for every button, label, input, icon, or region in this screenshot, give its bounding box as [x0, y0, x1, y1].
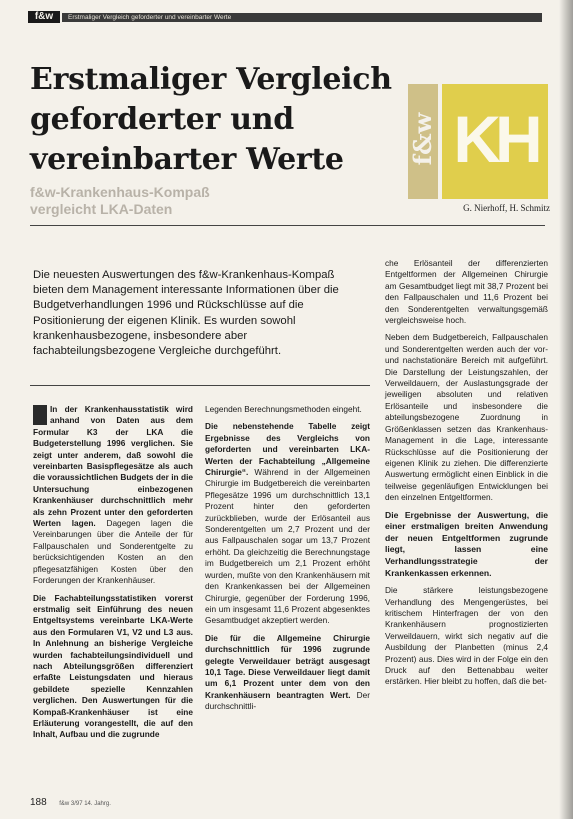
paragraph	[205, 633, 370, 713]
paragraph	[205, 421, 370, 626]
title-divider	[30, 225, 545, 226]
magazine-issue: f&w 3/97 14. Jahrg.	[59, 801, 111, 807]
bold-run: Die Fachabteilungsstatistiken vorerst erstmalig seit Einführung des neuen Entgeltsystems vereinbarte LKA-Werte aus den Formularen V1, V2 und L3 aus. In Anlehnung an bisherige Vergleiche wurden fachabteilungsindividuell und nach Abteilungsgrößen differenziert erfaßte Leistungsdaten und hieraus gebildete spezielle Kennzahlen verglichen. Den Auswertungen für die Kompaß-Krankenhäuser ist eine Erläuterung vorangestellt, die auf den Inhalt, Aufbau und die zugrunde	[33, 592, 193, 740]
text-column-1	[33, 404, 193, 747]
authors: G. Nierhoff, H. Schmitz	[463, 203, 550, 213]
text-run: Dagegen lagen die Vereinbarungen über die Anteile der für Fallpauschalen und Sonderentgelte zu berücksichtigenden Kosten an den pflegesatzfähigen Kosten über den Forderungen der Krankenhäuser.	[33, 518, 194, 586]
title-line: Erstmaliger Vergleich	[30, 62, 392, 97]
logo-fw-text: f&w	[408, 112, 437, 166]
subtitle-line: f&w-Krankenhaus-Kompaß	[30, 184, 210, 200]
drop-cap	[33, 405, 47, 425]
text-column-2	[205, 404, 370, 719]
page-footer	[30, 797, 111, 808]
fw-kh-logo	[408, 84, 548, 199]
paragraph: Neben dem Budgetbereich, Fallpauschalen und Sonderentgelten werden auch der vor- und nachstationäre Bereich mit aufgeführt. Die Darstellung der Leistungszahlen, der Verweildauern, der Auslastungsgrade der jeweiligen absoluten und relativen Erlösanteile und insbesondere die abteilungsbezogene Zuordnung in Größenklassen setzen das Krankenhaus-Management in die Lage, interessante Rückschlüsse auf die Positionierung der eigenen Klinik zu ziehen. Die differenzierte Auswertung ermöglicht einen Einblick in die teilweise gegenläufigen Entwicklungen bei den einzelnen Entgeltformen.	[385, 332, 548, 503]
article-title	[30, 60, 390, 180]
text-run: Während in der Allgemeinen Chirurgie im Budgetbereich die vereinbarten Pflegesätze 1996 um durchschnittlich 13,1 Prozent hinter den geforderten zurückblieben, wurde der Erlösanteil aus Sonderentgelten um 2,7 Prozent und der aus Fallpauschalen sogar um 13,7 Prozent erhöht. Da gleichzeitig die Berechnungstage im Budgetbereich um 2,1 Prozent erhöht wurden, mußte von den Krankenhäusern mit den Krankenkassen bei der Allgemeinen Chirurgie, gegenüber der Forderung 1996, ein um insgesamt 11,6 Prozent abgesenktes Gesamtbudget akzeptiert werden.	[205, 467, 370, 626]
text-run: Der durchschnittli-	[205, 689, 370, 712]
bold-run: Die für die Allgemeine Chirurgie durchschnittlich für 1996 zugrunde gelegte Verweildauer beträgt ausgesagt 10,1 Tage. Diese Verweildauer liegt damit um 6,1 Prozent unter dem von den Krankenhäusern beantragten Wert.	[205, 632, 370, 700]
title-line: vereinbarter Werte	[30, 142, 344, 177]
pull-quote: Die Ergebnisse der Auswertung, die einer erstmaligen breiten Anwendung der neuen Entgeltformen zugrunde liegt, lassen eine Verhandlungsstrategie der Krankenkassen erkennen.	[385, 509, 548, 578]
bold-run: Die nebenstehende Tabelle zeigt Ergebnisse des Vergleichs von geforderten und vereinbarten LKA-Werten der Fachabteilung „Allgemeine Chirurgie“.	[205, 421, 370, 478]
page-edge-shadow	[559, 0, 573, 819]
title-line: geforderter und	[30, 102, 294, 137]
page-number: 188	[30, 797, 47, 808]
paragraph	[33, 593, 193, 741]
text-column-3	[385, 258, 548, 694]
subtitle-line: vergleicht LKA-Daten	[30, 201, 173, 217]
lead-divider	[30, 385, 370, 386]
header-bar: Erstmaliger Vergleich geforderter und vereinbarter Werte	[62, 13, 542, 22]
paragraph	[33, 404, 193, 587]
paragraph: che Erlösanteil der differenzierten Entgeltformen der Allgemeinen Chirurgie am Gesamtbudget liegt mit 38,7 Prozent bei den Fallpauschalen und 11,6 Prozent bei den Sonderentgelten verwaltungsgemäß vergleichsweise hoch.	[385, 258, 548, 326]
logo-kh-panel	[442, 84, 548, 199]
paragraph: Die stärkere leistungsbezogene Verhandlung des Mengengerüstes, bei kritischem Hinterfragen der von den Krankenhäusern prognostizierten Verweildauern, wirkt sich negativ auf die Ausbildung der Planbetten (minus 2,4 Prozent) aus. Dies wird in der Folge ein den Druck auf den Bettenabbau weiter erstärken. Hier bleibt zu hoffen, daß die bet-	[385, 585, 548, 687]
article-subtitle	[30, 184, 330, 218]
logo-fw-panel	[408, 84, 438, 199]
logo-kh-text: KH	[453, 102, 537, 176]
bold-run: In der Krankenhausstatistik wird anhand von Daten aus dem Formular K3 der LKA die Budgeterstellung 1996 verglichen. Sie zeigt unter anderem, daß sowohl die vereinbarten Basispflegesätze als auch die voraussichtlichen Budgets der in die Untersuchung einbezogenen Krankenhäuser durchschnittlich mehr als zehn Prozent unter den geforderten Werten lagen.	[33, 404, 193, 529]
header-logo: f&w	[28, 11, 60, 23]
lead-paragraph: Die neuesten Auswertungen des f&w-Krankenhaus-Kompaß bieten dem Management interessante Informationen über die Budgetverhandlungen 1996 und Rückschlüsse auf die Positionierung der eigenen Klinik. Es wurden sowohl krankenhausbezogene, insbesondere aber fachabteilungsbezogene Vergleiche durchgeführt.	[33, 269, 339, 358]
paragraph: Legenden Berechnungsmethoden eingeht.	[205, 404, 362, 414]
